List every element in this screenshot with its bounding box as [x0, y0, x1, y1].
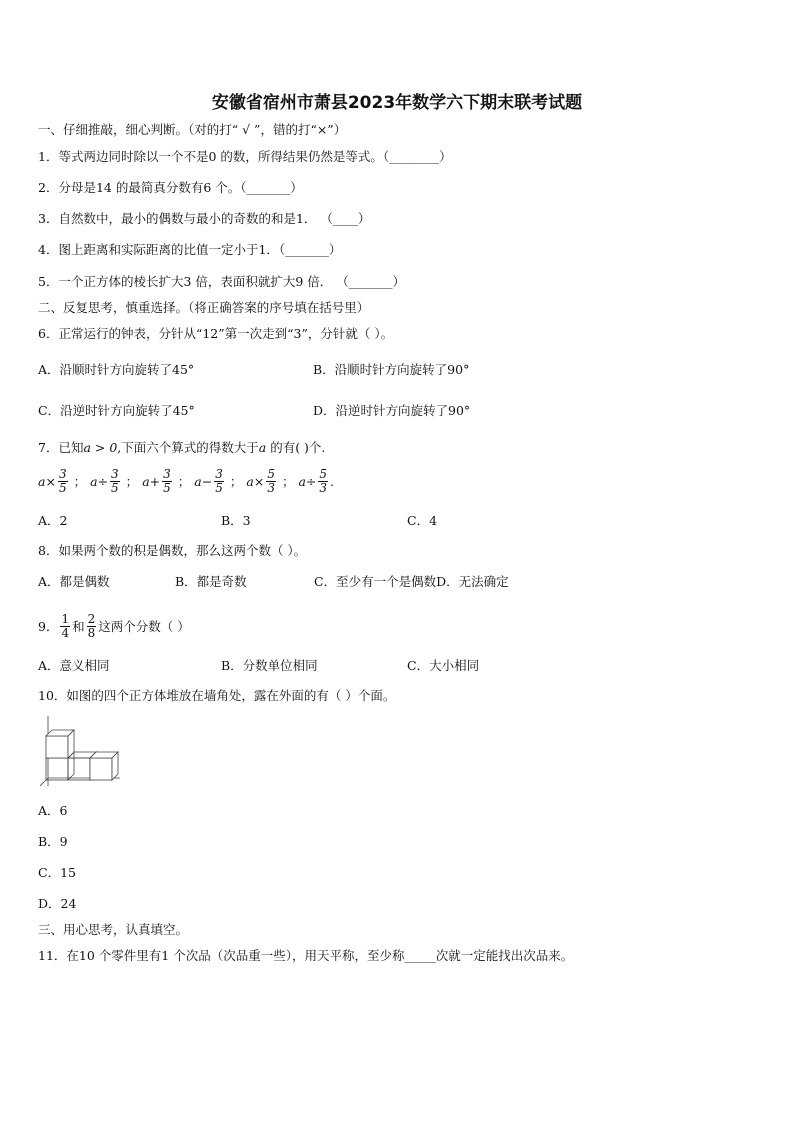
fraction: $\frac{3}{5}$	[58, 466, 67, 495]
section-3-heading: 三、用心思考，认真填空。	[38, 922, 189, 937]
fraction-two-eighths: $\frac{2}{8}$	[87, 611, 96, 640]
question-7-option-b: B．3	[221, 513, 251, 528]
fraction: $\frac{5}{3}$	[267, 466, 275, 495]
question-4: 4．图上距离和实际距离的比值一定小于1．（_______）	[38, 242, 342, 257]
question-9-stem: 9． $\frac{1}{4}$ 和 $\frac{2}{8}$ 这两个分数（ ）	[38, 611, 190, 640]
question-10-option-b: B．9	[38, 834, 68, 849]
section-2-heading: 二、反复思考，慎重选择。（将正确答案的序号填在括号里）	[38, 300, 370, 315]
expression-6: a ÷ $\frac{5}{3}$	[298, 466, 328, 495]
question-6-option-d: D．沿逆时针方向旋转了90°	[313, 403, 471, 418]
expression-3: a + $\frac{3}{5}$	[142, 466, 171, 495]
question-3: 3．自然数中，最小的偶数与最小的奇数的和是1． （____）	[38, 211, 371, 226]
question-7-stem-mid: ,下面六个算式的得数大于	[117, 440, 259, 455]
question-8-option-a: A．都是偶数	[38, 574, 110, 589]
question-8-option-b: B．都是奇数	[175, 574, 247, 589]
expression-4: a − $\frac{3}{5}$	[194, 466, 223, 495]
question-10-option-d: D．24	[38, 896, 77, 911]
page-title: 安徽省宿州市萧县2023年数学六下期末联考试题	[211, 93, 583, 113]
question-6-option-b: B．沿顺时针方向旋转了90°	[313, 362, 470, 377]
expression-2: a ÷ $\frac{3}{5}$	[90, 466, 119, 495]
question-10-stem: 10．如图的四个正方体堆放在墙角处，露在外面的有（ ）个面。	[38, 688, 396, 703]
question-6-option-a: A．沿顺时针方向旋转了45°	[38, 362, 195, 377]
expression-1: a × $\frac{3}{5}$	[38, 466, 67, 495]
question-7-condition: a > 0	[83, 440, 118, 455]
question-7-stem-pre: 7．已知	[38, 440, 84, 455]
question-7-variable: a	[258, 440, 267, 455]
stacked-cubes-figure	[40, 716, 120, 788]
question-7-expressions: a × $\frac{3}{5}$ ； a ÷ $\frac{3}{5}$ ； a + $\frac{3}{5}$ ； a − $\frac{3}{5}$ ； a × $\frac{5}{3}$ ； a ÷ $\frac{5}{3}$ .	[38, 466, 335, 495]
question-9-option-c: C．大小相同	[407, 658, 480, 673]
question-7-option-c: C．4	[407, 513, 438, 528]
question-7-stem-post: 的有( )个.	[266, 440, 326, 455]
question-6-stem: 6．正常运行的钟表，分针从“12”第一次走到“3”，分针就（ ）。	[38, 326, 394, 341]
question-9-option-b: B．分数单位相同	[221, 658, 318, 673]
question-9-option-a: A．意义相同	[38, 658, 110, 673]
fraction-one-quarter: $\frac{1}{4}$	[61, 611, 70, 640]
question-11: 11．在10 个零件里有1 个次品（次品重一些），用天平称，至少称_____次就一定能找出次品来。	[38, 948, 574, 963]
question-6-option-c: C．沿逆时针方向旋转了45°	[38, 403, 195, 418]
question-8-option-cd: C．至少有一个是偶数D．无法确定	[314, 574, 509, 589]
fraction: $\frac{3}{5}$	[163, 466, 171, 495]
question-10-option-c: C．15	[38, 865, 76, 880]
question-2: 2．分母是14 的最简真分数有6 个。（_______）	[38, 180, 303, 195]
section-1-heading: 一、仔细推敲，细心判断。（对的打“ √ ”，错的打“×”）	[38, 122, 347, 137]
question-10-option-a: A．6	[38, 803, 68, 818]
question-1: 1．等式两边同时除以一个不是0 的数，所得结果仍然是等式。（________）	[38, 149, 452, 164]
expression-5: a × $\frac{5}{3}$	[246, 466, 275, 495]
question-7-option-a: A．2	[38, 513, 68, 528]
question-5: 5．一个正方体的棱长扩大3 倍，表面积就扩大9 倍． （_______）	[38, 274, 406, 289]
fraction: $\frac{3}{5}$	[215, 466, 223, 495]
question-8-stem: 8．如果两个数的积是偶数，那么这两个数（ ）。	[38, 543, 307, 558]
fraction: $\frac{3}{5}$	[111, 466, 119, 495]
fraction: $\frac{5}{3}$	[319, 466, 328, 495]
question-7-stem	[38, 438, 325, 456]
